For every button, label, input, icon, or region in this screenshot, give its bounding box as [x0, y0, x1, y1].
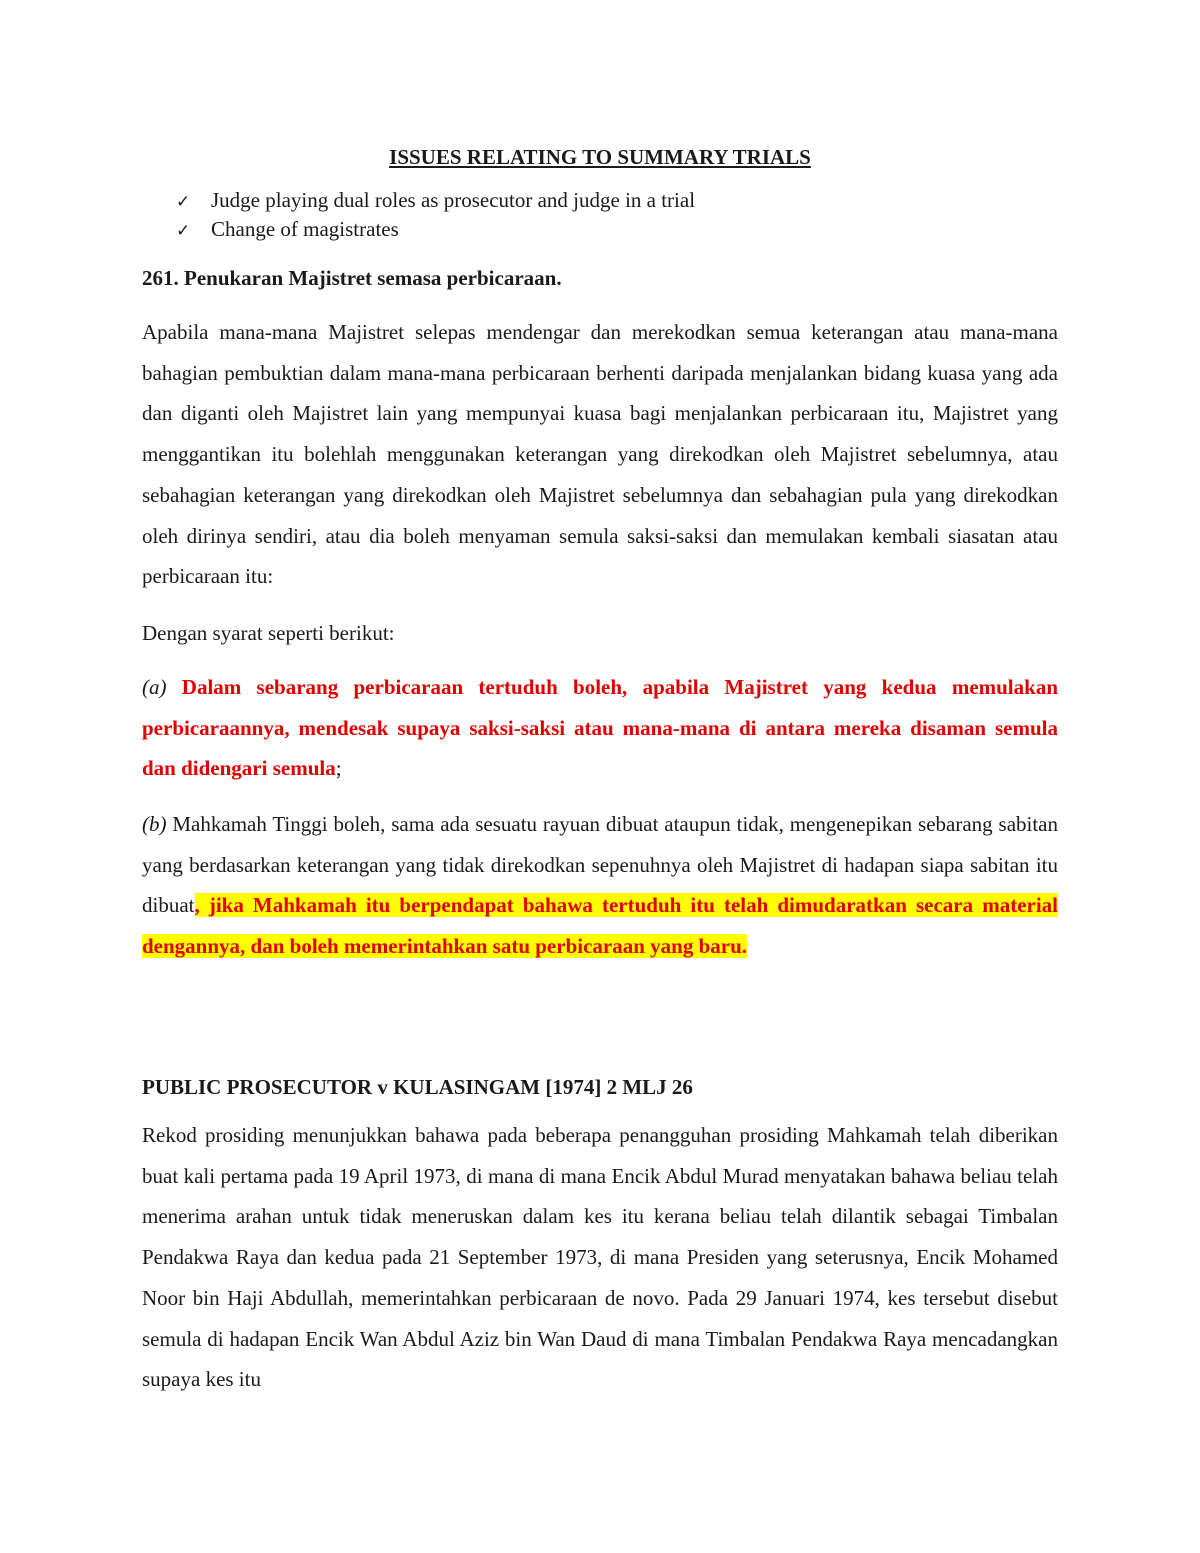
case-heading: PUBLIC PROSECUTOR v KULASINGAM [1974] 2 MLJ 26: [142, 1075, 693, 1099]
section-heading: 261. Penukaran Majistret semasa perbicaraan.: [142, 266, 562, 290]
checklist: [176, 186, 695, 244]
checklist-item: [176, 215, 695, 244]
document-title: ISSUES RELATING TO SUMMARY TRIALS: [389, 145, 811, 169]
checklist-item: [176, 186, 695, 215]
clause-b-highlight: , jika Mahkamah itu berpendapat bahawa tertuduh itu telah dimudaratkan secara material dengannya, dan boleh memerintahkan satu perbicaraan yang baru.: [142, 893, 1058, 959]
clause-a-tail: ;: [335, 756, 342, 781]
clause-b-text: Mahkamah Tinggi boleh, sama ada sesuatu rayuan dibuat ataupun tidak, mengenepikan sebarang sabitan yang berdasarkan keterangan yang tidak direkodkan sepenuhnya oleh Majistret di hadapan siapa sabitan itu dibuat: [142, 812, 1058, 918]
clause-a-marker: (a): [142, 675, 167, 699]
case-paragraph: Rekod prosiding menunjukkan bahawa pada beberapa penangguhan prosiding Mahkamah telah diberikan buat kali pertama pada 19 April 1973, di mana di mana Encik Abdul Murad menyatakan bahawa beliau telah menerima arahan untuk tidak meneruskan dalam kes itu kerana beliau telah dilantik sebagai Timbalan Pendakwa Raya dan kedua pada 21 September 1973, di mana Presiden yang seterusnya, Encik Mohamed Noor bin Haji Abdullah, memerintahkan perbicaraan de novo. Pada 29 Januari 1974, kes tersebut disebut semula di hadapan Encik Wan Abdul Aziz bin Wan Daud di mana Timbalan Pendakwa Raya mencadangkan supaya kes itu: [142, 1123, 1058, 1392]
check-icon: ✓: [176, 221, 191, 241]
section-paragraph: Apabila mana-mana Majistret selepas mendengar dan merekodkan semua keterangan atau mana-mana bahagian pembuktian dalam mana-mana perbicaraan berhenti daripada menjalankan bidang kuasa yang ada dan diganti oleh Majistret lain yang mempunyai kuasa bagi menjalankan perbicaraan itu, Majistret yang menggantikan itu bolehlah menggunakan keterangan yang direkodkan oleh Majistret sebelumnya, atau sebahagian keterangan yang direkodkan oleh Majistret sebelumnya dan sebahagian pula yang direkodkan oleh dirinya sendiri, atau dia boleh menyaman semula saksi-saksi dan memulakan kembali siasatan atau perbicaraan itu:: [142, 320, 1058, 589]
check-icon: ✓: [176, 192, 191, 212]
checklist-item-text: Judge playing dual roles as prosecutor and judge in a trial: [211, 188, 696, 212]
clause-b: [142, 804, 1058, 967]
proviso-text: Dengan syarat seperti berikut:: [142, 621, 395, 645]
clause-b-marker: (b): [142, 812, 167, 836]
clause-a: [142, 667, 1058, 789]
clause-a-emphasis: Dalam sebarang perbicaraan tertuduh boleh, apabila Majistret yang kedua memulakan perbicaraannya, mendesak supaya saksi-saksi atau mana-mana di antara mereka disaman semula dan didengari semula: [142, 675, 1058, 781]
checklist-item-text: Change of magistrates: [211, 217, 399, 241]
